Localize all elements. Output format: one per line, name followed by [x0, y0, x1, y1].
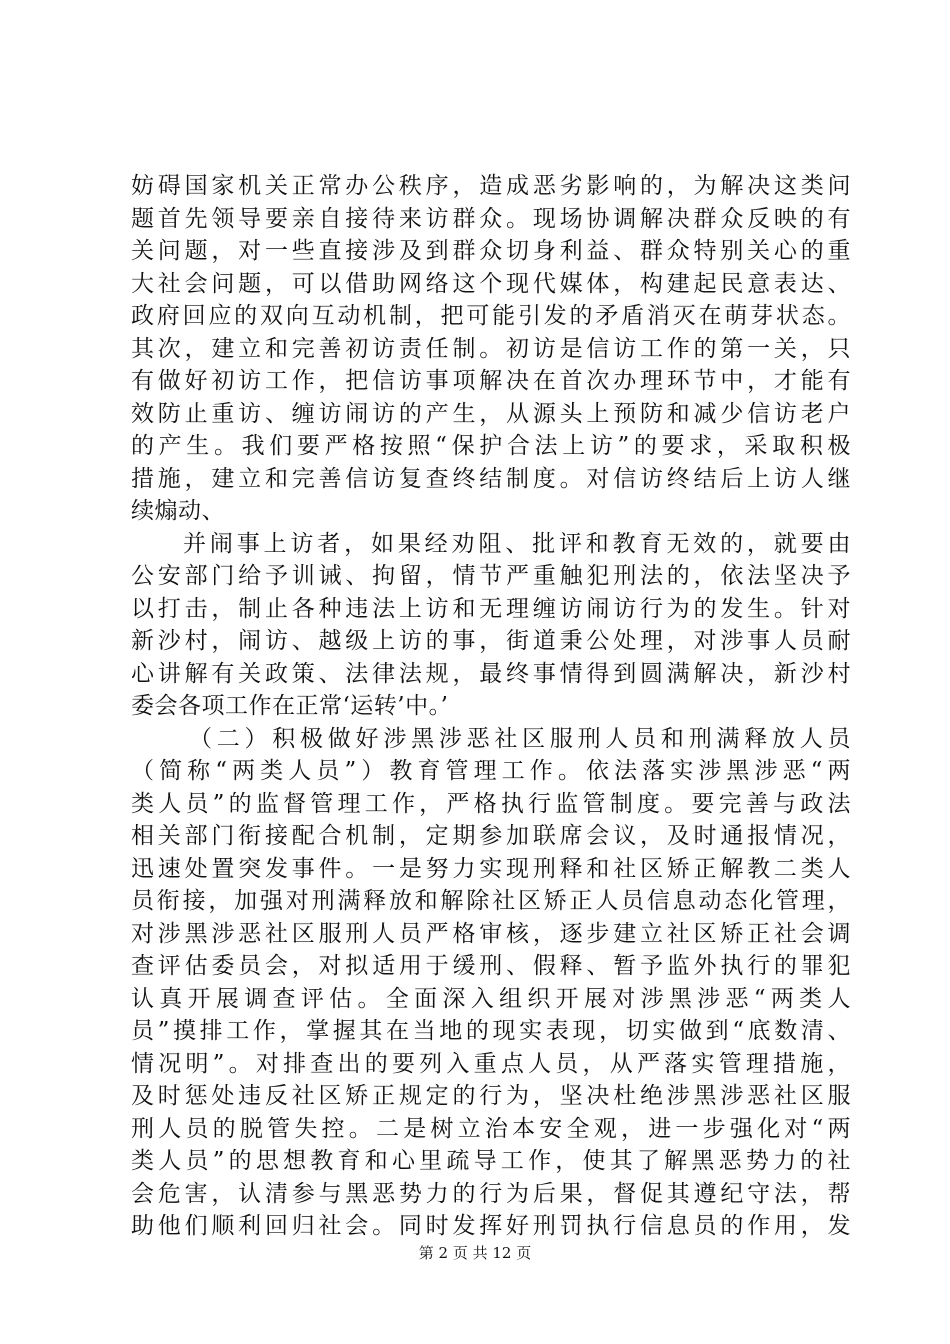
section-heading-line: （二）积极做好涉黑涉恶社区服刑人员和刑满释放人员 [189, 725, 851, 752]
text-line: 有做好初访工作，把信访事项解决在首次办理环节中，才能有 [131, 368, 851, 394]
text-line: 妨碍国家机关正常办公秩序，造成恶劣影响的，为解决这类问 [131, 173, 851, 199]
text-line: 类人员”的思想教育和心里疏导工作，使其了解黑恶势力的社 [131, 1148, 851, 1174]
text-line: 查评估委员会，对拟适用于缓刑、假释、暂予监外执行的罪犯 [131, 953, 851, 979]
text-line: 刑人员的脱管失控。二是树立治本安全观，进一步强化对“两 [131, 1115, 851, 1142]
document-body [131, 170, 851, 1243]
text-line: 员”摸排工作，掌握其在当地的现实表现，切实做到“底数清、 [131, 1018, 851, 1044]
text-line: 委会各项工作在正常‘运转’中。’ [131, 693, 449, 719]
text-line: 续煽动、 [131, 498, 225, 524]
text-line: 相关部门衔接配合机制，定期参加联席会议，及时通报情况， [131, 823, 851, 849]
text-line: 关问题，对一些直接涉及到群众切身利益、群众特别关心的重 [131, 238, 851, 264]
text-line: 员衔接，加强对刑满释放和解除社区矫正人员信息动态化管理， [131, 888, 851, 914]
page-number-footer: 第 2 页 共 12 页 [418, 1244, 532, 1262]
text-line: 情况明”。对排查出的要列入重点人员，从严落实管理措施， [131, 1050, 851, 1077]
text-line: 政府回应的双向互动机制，把可能引发的矛盾消灭在萌芽状态。 [131, 303, 851, 329]
text-line: 公安部门给予训诫、拘留，情节严重触犯刑法的，依法坚决予 [131, 563, 851, 589]
text-line: 其次，建立和完善初访责任制。初访是信访工作的第一关，只 [131, 335, 851, 362]
text-line: （简称“两类人员”）教育管理工作。依法落实涉黑涉恶“两 [131, 758, 851, 784]
text-line: 措施，建立和完善信访复查终结制度。对信访终结后上访人继 [131, 465, 851, 492]
text-line: 题首先领导要亲自接待来访群众。现场协调解决群众反映的有 [131, 205, 851, 232]
text-line: 效防止重访、缠访闹访的产生，从源头上预防和减少信访老户 [131, 400, 851, 427]
text-line: 的产生。我们要严格按照“保护合法上访”的要求，采取积极 [131, 433, 851, 459]
text-line: 心讲解有关政策、法律法规，最终事情得到圆满解决，新沙村 [131, 660, 851, 687]
text-line: 及时惩处违反社区矫正规定的行为，坚决杜绝涉黑涉恶社区服 [131, 1083, 851, 1109]
text-line: 以打击，制止各种违法上访和无理缠访闹访行为的发生。针对 [131, 595, 851, 622]
text-line: 大社会问题，可以借助网络这个现代媒体，构建起民意表达、 [131, 270, 851, 297]
text-line: 类人员”的监督管理工作，严格执行监管制度。要完善与政法 [131, 790, 851, 817]
text-line: 助他们顺利回归社会。同时发挥好刑罚执行信息员的作用，发 [131, 1213, 851, 1239]
text-line: 会危害，认清参与黑恶势力的行为后果，督促其遵纪守法，帮 [131, 1180, 851, 1207]
text-line: 新沙村，闹访、越级上访的事，街道秉公处理，对涉事人员耐 [131, 628, 851, 654]
text-line: 迅速处置突发事件。一是努力实现刑释和社区矫正解教二类人 [131, 855, 851, 882]
paragraph-first-line: 并闹事上访者，如果经劝阻、批评和教育无效的，就要由 [183, 530, 851, 557]
text-line: 认真开展调查评估。全面深入组织开展对涉黑涉恶“两类人 [131, 985, 851, 1012]
text-line: 对涉黑涉恶社区服刑人员严格审核，逐步建立社区矫正社会调 [131, 920, 851, 947]
